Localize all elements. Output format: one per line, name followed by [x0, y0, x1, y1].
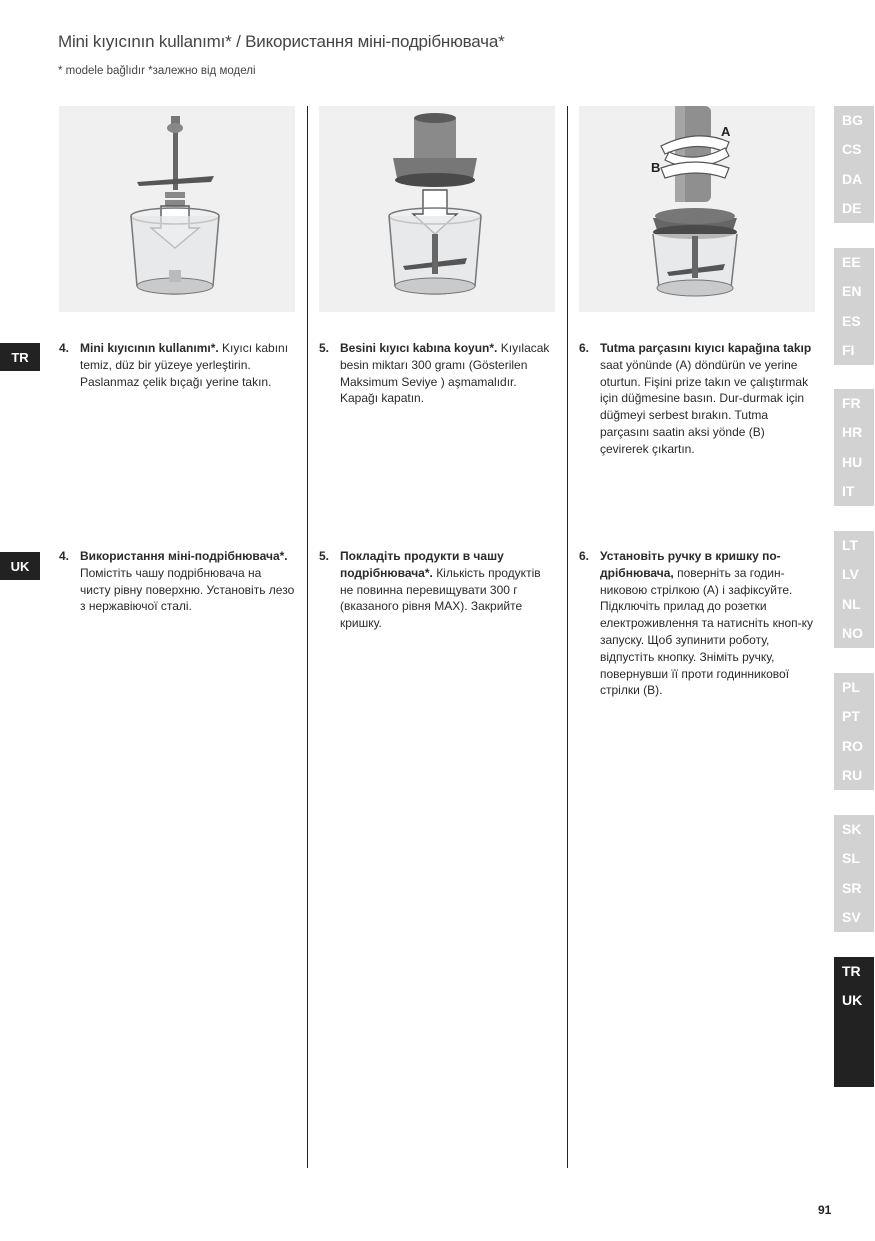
language-group-active [834, 957, 874, 1087]
figure-close-lid [319, 106, 555, 312]
page-subtitle: * modele bağlıdır *залежно від моделі [58, 65, 256, 77]
language-group [834, 248, 874, 365]
uk-step-6 [579, 548, 815, 699]
uk-step-4 [59, 548, 295, 615]
language-item-fr[interactable]: FR [842, 395, 861, 411]
language-item-hu[interactable]: HU [842, 453, 863, 470]
language-item-hr[interactable]: HR [842, 424, 863, 441]
label-a: A [721, 124, 731, 139]
language-item-es[interactable]: ES [842, 312, 861, 329]
language-item-en[interactable]: EN [842, 283, 862, 300]
language-group [834, 389, 874, 506]
language-item-pl[interactable]: PL [842, 679, 860, 695]
step-text: saat yönünde (A) döndürün ve yerine oturtun. Fişini prize takın ve çalıştırmak için düğmesine basın. Dur-durmak için düğmeyi serbest bırakın. Tutma parçasını saatin aksi yönde (B) çevirerek çıkartın. [600, 357, 809, 456]
language-item-de[interactable]: DE [842, 199, 862, 216]
step-number: 6. [579, 341, 590, 355]
step-number: 4. [59, 341, 70, 355]
label-b: B [651, 160, 661, 175]
language-item-tr[interactable]: TR [842, 963, 861, 979]
column-divider [307, 106, 308, 1168]
language-group [834, 106, 874, 223]
step-heading: Установіть ручку в кришку по-дрібнювача, [600, 549, 781, 580]
language-group [834, 673, 874, 790]
step-heading: Tutma parçasını kıyıcı kapağına takıp [600, 341, 812, 355]
language-item-lt[interactable]: LT [842, 537, 859, 553]
language-item-da[interactable]: DA [842, 170, 863, 187]
language-item-nl[interactable]: NL [842, 595, 861, 612]
page-title: Mini kıyıcının kullanımı* / Використання міні-подрібнювача* [58, 32, 505, 51]
tr-step-4 [59, 340, 295, 390]
step-number: 6. [579, 549, 590, 563]
step-heading: Покладіть продукти в чашу подрібнювача*. [340, 549, 504, 580]
language-item-fi[interactable]: FI [842, 341, 855, 358]
step-number: 5. [319, 341, 330, 355]
figure-attach-handle [579, 106, 815, 312]
language-item-cs[interactable]: CS [842, 141, 862, 158]
language-item-bg[interactable]: BG [842, 112, 863, 128]
language-item-sr[interactable]: SR [842, 879, 862, 896]
language-item-sv[interactable]: SV [842, 908, 861, 925]
step-text: Помістіть чашу подрібнювача на чисту рівну поверхню. Установіть лезо з нержавіючої сталі. [80, 565, 295, 614]
step-text: Kıyılacak besin miktarı 300 gramı (Gösterilen Maksimum Seviye ) aşmamalıdır. Kapağı kapatın. [340, 341, 550, 406]
language-item-uk[interactable]: UK [842, 992, 863, 1009]
language-group [834, 815, 874, 932]
language-item-lv[interactable]: LV [842, 566, 859, 583]
language-item-no[interactable]: NO [842, 624, 863, 641]
step-number: 4. [59, 549, 70, 563]
step-text: Kıyıcı kabını temiz, düz bir yüzeye yerleştirin. Paslanmaz çelik bıçağı yerine takın. [80, 341, 289, 389]
tr-step-6 [579, 340, 815, 458]
page-number: 91 [818, 1203, 832, 1217]
tr-step-5 [319, 340, 555, 407]
language-group [834, 531, 874, 648]
step-heading: Besini kıyıcı kabına koyun*. [340, 341, 498, 355]
uk-step-5 [319, 548, 555, 632]
language-item-sl[interactable]: SL [842, 850, 860, 867]
column-divider [567, 106, 568, 1168]
language-item-ru[interactable]: RU [842, 766, 863, 783]
step-text: поверніть за годин-никовою стрілкою (A) і зафіксуйте. Підключіть прилад до розетки електроживлення та натисніть кноп-ку запуску. Щоб зупинити роботу, відпустіть кнопку. Зніміть ручку, повернувши її проти годинникової стрілки (B). [600, 565, 814, 698]
step-number: 5. [319, 549, 330, 563]
language-tag-uk: UK [0, 552, 40, 580]
language-item-ro[interactable]: RO [842, 737, 863, 754]
language-item-pt[interactable]: PT [842, 708, 860, 725]
language-item-sk[interactable]: SK [842, 821, 862, 837]
language-item-it[interactable]: IT [842, 482, 855, 499]
step-text: Кількість продуктів не повинна перевищувати 300 г (вказаного рівня MAX). Закрийте кришку. [340, 565, 541, 631]
step-heading: Mini kıyıcının kullanımı*. [80, 341, 219, 355]
language-tag-tr: TR [0, 343, 40, 371]
language-item-ee[interactable]: EE [842, 254, 861, 270]
figure-insert-blade [59, 106, 295, 312]
step-heading: Використання міні-подрібнювача*. [80, 549, 288, 563]
